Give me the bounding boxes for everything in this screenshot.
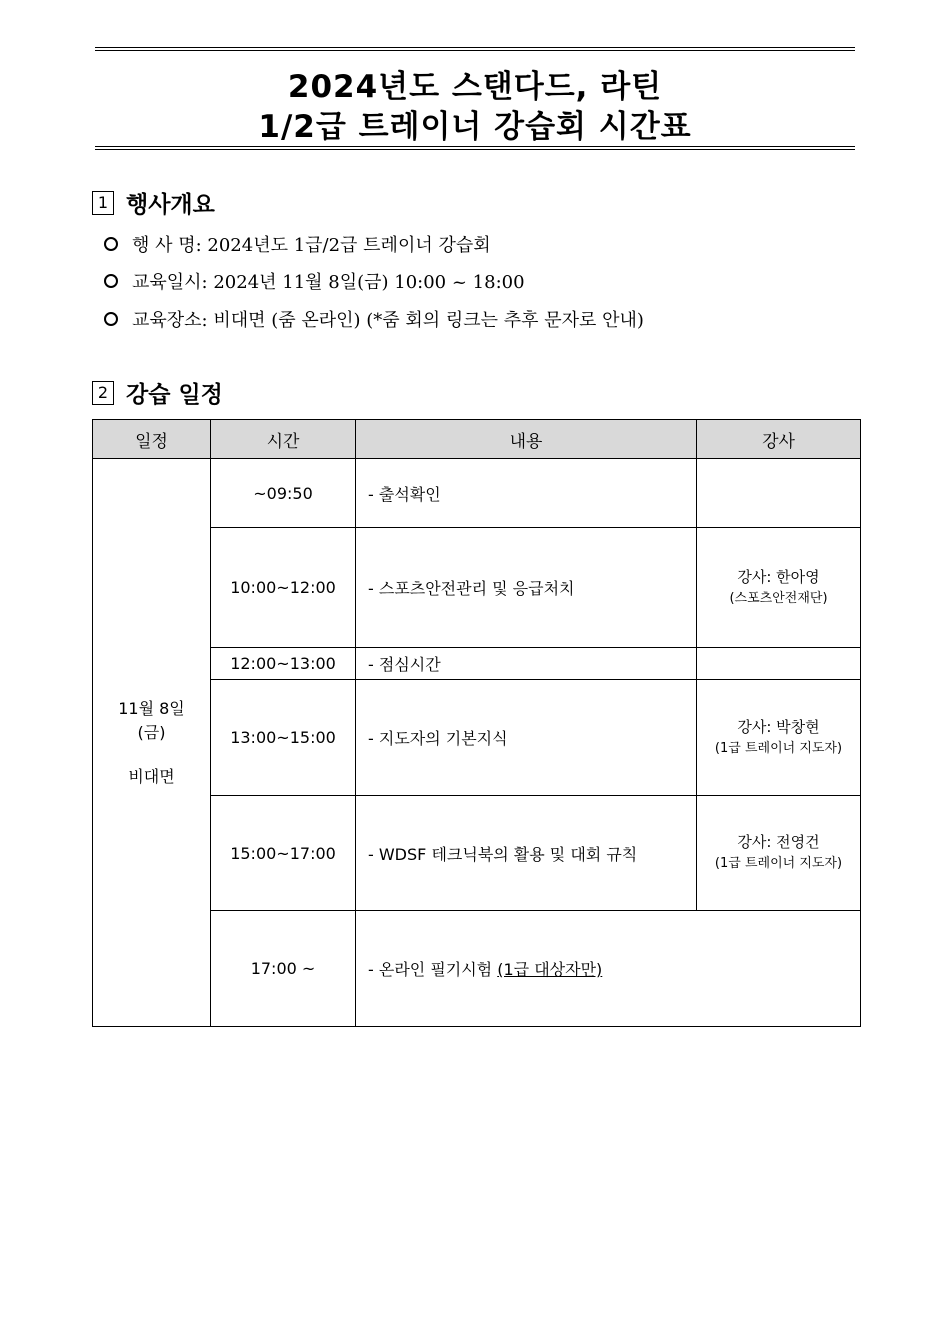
content-cell: - 출석확인: [356, 459, 697, 528]
instructor-cell: 강사: 전영건 (1급 트레이너 지도자): [697, 796, 861, 911]
instructor-cell: [697, 648, 861, 680]
time-cell: 12:00~13:00: [211, 648, 356, 680]
instructor-cell: 강사: 한아영 (스포츠안전재단): [697, 528, 861, 648]
instructor-cell: 강사: 박창현 (1급 트레이너 지도자): [697, 680, 861, 796]
date-cell: 11월 8일 (금) 비대면: [93, 459, 211, 1027]
schedule-table: [92, 419, 861, 1027]
section-number-box: 1: [92, 191, 114, 215]
document-title: [95, 47, 855, 150]
time-cell: 10:00~12:00: [211, 528, 356, 648]
overview-item: 교육일시: 2024년 11월 8일(금) 10:00 ~ 18:00: [104, 268, 525, 294]
content-cell: - 지도자의 기본지식: [356, 680, 697, 796]
section-heading-text: 행사개요: [126, 192, 215, 218]
circle-bullet-icon: [104, 312, 118, 326]
circle-bullet-icon: [104, 274, 118, 288]
time-cell: 13:00~15:00: [211, 680, 356, 796]
header-instructor: 강사: [697, 420, 861, 459]
content-cell: - WDSF 테크닉북의 활용 및 대회 규칙: [356, 796, 697, 911]
section-schedule-heading: [92, 376, 223, 409]
section-heading-text: 강습 일정: [126, 382, 223, 408]
time-cell: 17:00 ~: [211, 911, 356, 1027]
header-date: 일정: [93, 420, 211, 459]
circle-bullet-icon: [104, 237, 118, 251]
section-number-box: 2: [92, 381, 114, 405]
header-time: 시간: [211, 420, 356, 459]
table-row: [93, 459, 861, 528]
overview-item: 교육장소: 비대면 (줌 온라인) (*줌 회의 링크는 추후 문자로 안내): [104, 306, 644, 332]
content-cell: - 점심시간: [356, 648, 697, 680]
title-line-1: 2024년도 스탠다드, 라틴: [287, 69, 663, 105]
section-overview-heading: [92, 186, 215, 219]
overview-item: 행 사 명: 2024년도 1급/2급 트레이너 강습회: [104, 231, 491, 257]
content-cell: - 온라인 필기시험 (1급 대상자만): [356, 911, 861, 1027]
instructor-cell: [697, 459, 861, 528]
content-cell: - 스포츠안전관리 및 응급처치: [356, 528, 697, 648]
time-cell: ~09:50: [211, 459, 356, 528]
time-cell: 15:00~17:00: [211, 796, 356, 911]
title-line-2: 1/2급 트레이너 강습회 시간표: [258, 109, 692, 145]
header-content: 내용: [356, 420, 697, 459]
table-header-row: [93, 420, 861, 459]
